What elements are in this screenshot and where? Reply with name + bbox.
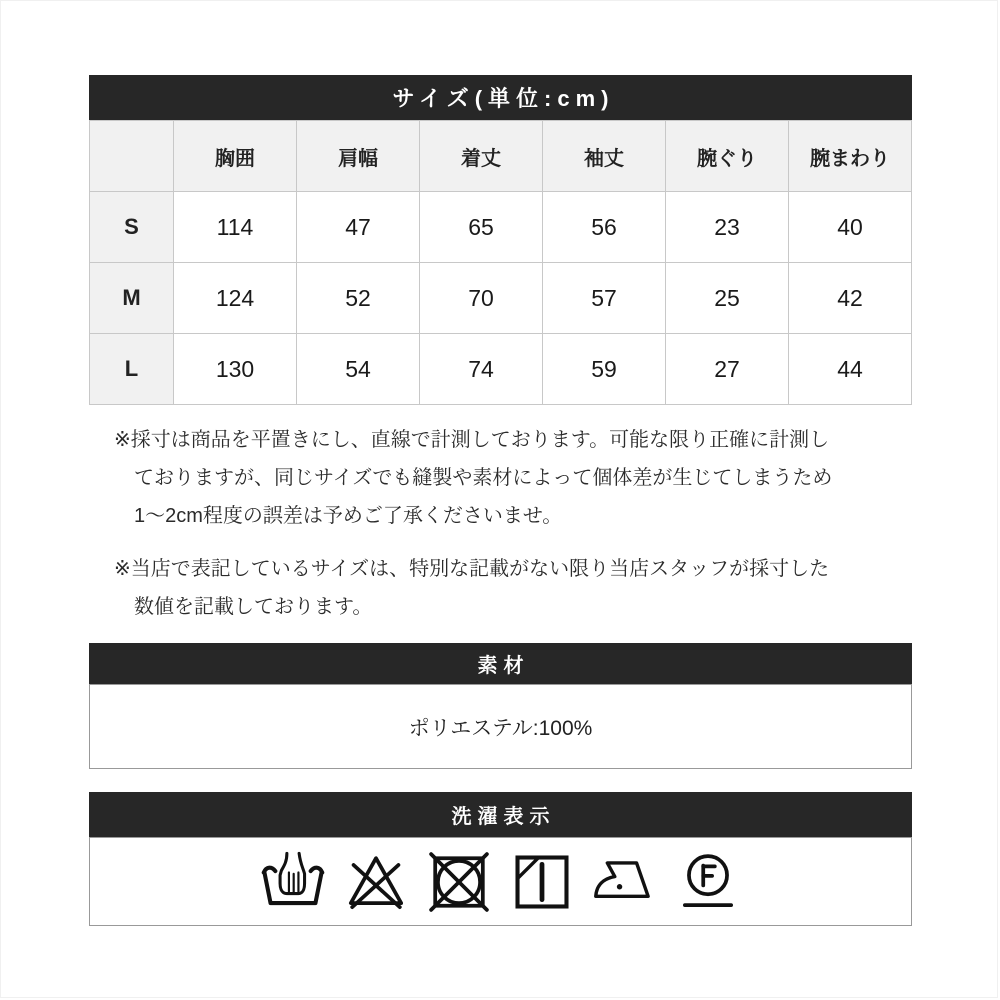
column-header-sleeve: 袖丈 bbox=[543, 121, 666, 192]
row-label-m: M bbox=[90, 263, 174, 334]
care-section-title: 洗濯表示 bbox=[451, 806, 556, 828]
size-value: 114 bbox=[174, 192, 297, 263]
size-notation-note bbox=[114, 550, 912, 626]
row-label-s: S bbox=[90, 192, 174, 263]
professional-cleaning-f-gentle-icon bbox=[674, 846, 742, 918]
line-dry-in-shade-icon bbox=[508, 846, 576, 918]
column-header-shoulder: 肩幅 bbox=[297, 121, 420, 192]
size-value: 130 bbox=[174, 334, 297, 405]
table-header-row bbox=[90, 121, 912, 192]
do-not-tumble-dry-icon bbox=[425, 846, 493, 918]
size-section bbox=[89, 75, 912, 626]
size-value: 59 bbox=[543, 334, 666, 405]
note-line: 1〜2cm程度の誤差は予めご了承くださいませ。 bbox=[134, 505, 563, 527]
size-value: 70 bbox=[420, 263, 543, 334]
size-value: 25 bbox=[666, 263, 789, 334]
size-section-header bbox=[89, 75, 912, 120]
table-corner-cell bbox=[90, 121, 174, 192]
column-header-length: 着丈 bbox=[420, 121, 543, 192]
note-line: ※採寸は商品を平置きにし、直線で計測しております。可能な限り正確に計測し bbox=[114, 429, 830, 451]
material-section bbox=[89, 643, 912, 769]
table-row-l bbox=[90, 334, 912, 405]
size-value: 52 bbox=[297, 263, 420, 334]
size-value: 124 bbox=[174, 263, 297, 334]
note-line: ※当店で表記しているサイズは、特別な記載がない限り当店スタッフが採寸した bbox=[114, 558, 830, 580]
material-section-header bbox=[89, 643, 912, 684]
note-line: ておりますが、同じサイズでも縫製や素材によって個体差が生じてしまうため bbox=[134, 467, 833, 489]
size-value: 54 bbox=[297, 334, 420, 405]
size-value: 40 bbox=[789, 192, 912, 263]
column-header-chest: 胸囲 bbox=[174, 121, 297, 192]
row-label-l: L bbox=[90, 334, 174, 405]
care-section bbox=[89, 792, 912, 926]
iron-low-heat-icon bbox=[591, 846, 659, 918]
table-row-m bbox=[90, 263, 912, 334]
care-icons-box bbox=[89, 837, 912, 926]
size-value: 47 bbox=[297, 192, 420, 263]
size-value: 57 bbox=[543, 263, 666, 334]
table-row-s bbox=[90, 192, 912, 263]
size-value: 27 bbox=[666, 334, 789, 405]
column-header-arm-circumference: 腕まわり bbox=[789, 121, 912, 192]
material-section-title: 素材 bbox=[477, 655, 530, 677]
measurement-note bbox=[114, 421, 912, 535]
size-value: 65 bbox=[420, 192, 543, 263]
hand-wash-icon bbox=[259, 846, 327, 918]
size-value: 42 bbox=[789, 263, 912, 334]
material-value-box bbox=[89, 684, 912, 769]
do-not-bleach-icon bbox=[342, 846, 410, 918]
size-notes bbox=[89, 421, 912, 626]
size-section-title: サイズ(単位:cm) bbox=[392, 86, 615, 111]
column-header-armhole: 腕ぐり bbox=[666, 121, 789, 192]
size-value: 56 bbox=[543, 192, 666, 263]
size-value: 74 bbox=[420, 334, 543, 405]
material-value: ポリエステル:100% bbox=[408, 716, 593, 740]
care-section-header bbox=[89, 792, 912, 837]
note-line: 数値を記載しております。 bbox=[134, 596, 373, 618]
size-value: 23 bbox=[666, 192, 789, 263]
size-value: 44 bbox=[789, 334, 912, 405]
size-table bbox=[89, 120, 912, 405]
